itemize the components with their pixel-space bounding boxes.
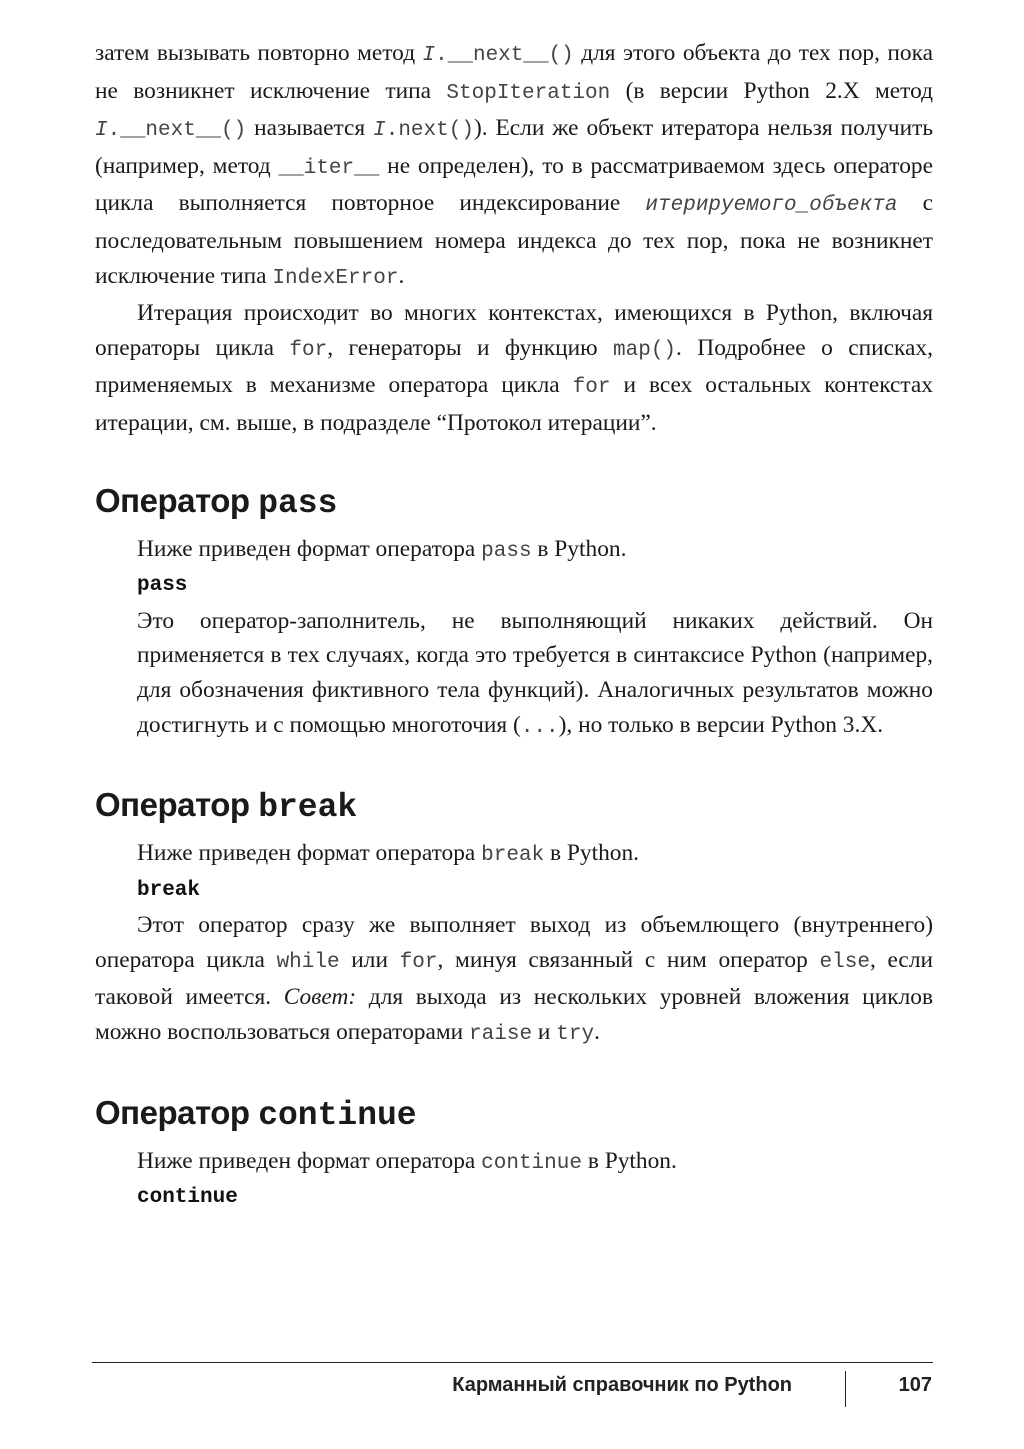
code-inline: try [556, 1023, 595, 1047]
text-run: в Python. [581, 1147, 677, 1174]
code-inline: ... [520, 715, 559, 739]
code-inline: .__next__() [435, 44, 574, 67]
text-run: (в версии Python 2.X метод [610, 77, 934, 104]
text-run: Ниже приведен формат оператора [137, 535, 482, 562]
text-run: , минуя связанный с ним оператор [437, 946, 820, 973]
section-heading-break [95, 785, 933, 828]
code-inline: IndexError [272, 266, 399, 290]
page-content [95, 36, 933, 1216]
text-run: в Python. [544, 840, 640, 867]
section-description [95, 908, 933, 1052]
heading-keyword: pass [258, 484, 338, 522]
text-run: с последовательным повышением номера индекса до тех пор, пока не возникнет исключение типа [95, 190, 933, 289]
section-heading-pass [95, 481, 933, 524]
text-run: для этого объекта до тех пор, пока не возникнет исключение типа [95, 40, 933, 104]
heading-keyword: break [258, 789, 358, 827]
text-run: , генераторы и функцию [327, 334, 614, 361]
code-inline: итерируемого_объекта [645, 194, 898, 218]
code-inline: map() [613, 338, 677, 362]
code-inline: for [399, 950, 438, 974]
section-description [137, 604, 933, 745]
heading-prefix: Оператор [95, 1093, 250, 1131]
intro-paragraph-2 [95, 296, 933, 440]
code-inline: raise [469, 1023, 533, 1047]
tip-label: Совет: [283, 984, 357, 1011]
code-inline: I [422, 44, 436, 67]
code-inline: break [481, 844, 545, 868]
text-run: Этот оператор сразу же выполняет выход из объемлющего (внутреннего) оператора цикла [95, 912, 933, 973]
text-run: не определен), то в рассматриваемом здесь операторе цикла выполняется повторное индексирование [95, 152, 933, 217]
text-run: . [398, 262, 405, 289]
text-run: затем вызывать повторно метод [95, 40, 423, 66]
heading-keyword: continue [258, 1096, 417, 1134]
section-body-pass [95, 532, 933, 746]
code-inline: pass [481, 539, 532, 563]
footer-book-title: Карманный справочник по Python [452, 1374, 792, 1396]
text-run: Ниже приведен формат оператора [137, 840, 482, 867]
section-body-break [95, 836, 933, 908]
heading-prefix: Оператор [95, 786, 250, 824]
footer-rule [92, 1362, 933, 1363]
code-inline: .__next__() [107, 119, 247, 143]
section-heading-continue [95, 1093, 933, 1136]
code-format: break [137, 878, 201, 902]
text-run: и [532, 1019, 557, 1046]
text-run: и всех остальных контекстах итерации, см. выше, в подразделе “Протокол итерации”. [95, 372, 933, 436]
text-run: , если таковой имеется. [95, 946, 934, 1011]
code-inline: I [373, 119, 386, 143]
section-body-continue [95, 1144, 933, 1216]
code-inline: continue [481, 1151, 582, 1175]
intro-paragraph-1 [95, 36, 933, 296]
code-inline: .next() [385, 119, 474, 143]
heading-prefix: Оператор [95, 481, 250, 519]
footer-divider [845, 1371, 846, 1407]
page-number: 107 [898, 1374, 932, 1396]
text-run: для выхода из нескольких уровней вложения циклов можно воспользоваться операторами [95, 984, 933, 1046]
format-text [137, 532, 933, 570]
code-format: pass [137, 574, 188, 598]
code-inline: for [289, 338, 328, 362]
text-run: в Python. [531, 535, 627, 562]
code-inline: I [95, 119, 108, 143]
text-run: называется [246, 115, 374, 142]
code-inline: __iter__ [278, 156, 380, 180]
text-run: Итерация происходит во многих контекстах, имеющихся в Python, включая операторы цикла [95, 300, 933, 361]
text-run: Ниже приведен формат оператора [137, 1147, 482, 1174]
text-run: Это оператор-заполнитель, не выполняющий никаких действий. Он применяется в тех случаях, когда это требуется в синтаксисе Python (например, для обозначения фиктивного тела функций). Аналогичных результатов можно достигнуть и с помощью многоточия ( [137, 607, 933, 738]
text-run: ). Если же объект итератора нельзя получить (например, метод [95, 115, 933, 179]
code-inline: StopIteration [446, 81, 611, 105]
format-text [137, 1144, 933, 1182]
text-run: . Подробнее о списках, применяемых в механизме оператора цикла [95, 334, 933, 399]
code-inline: for [572, 376, 611, 400]
code-format: continue [137, 1186, 238, 1210]
text-run: ), но только в версии Python 3.X. [558, 711, 884, 738]
code-inline: else [819, 950, 870, 974]
text-run: . [594, 1019, 600, 1046]
code-inline: while [276, 950, 340, 974]
format-text [137, 836, 933, 874]
text-run: или [339, 946, 400, 973]
